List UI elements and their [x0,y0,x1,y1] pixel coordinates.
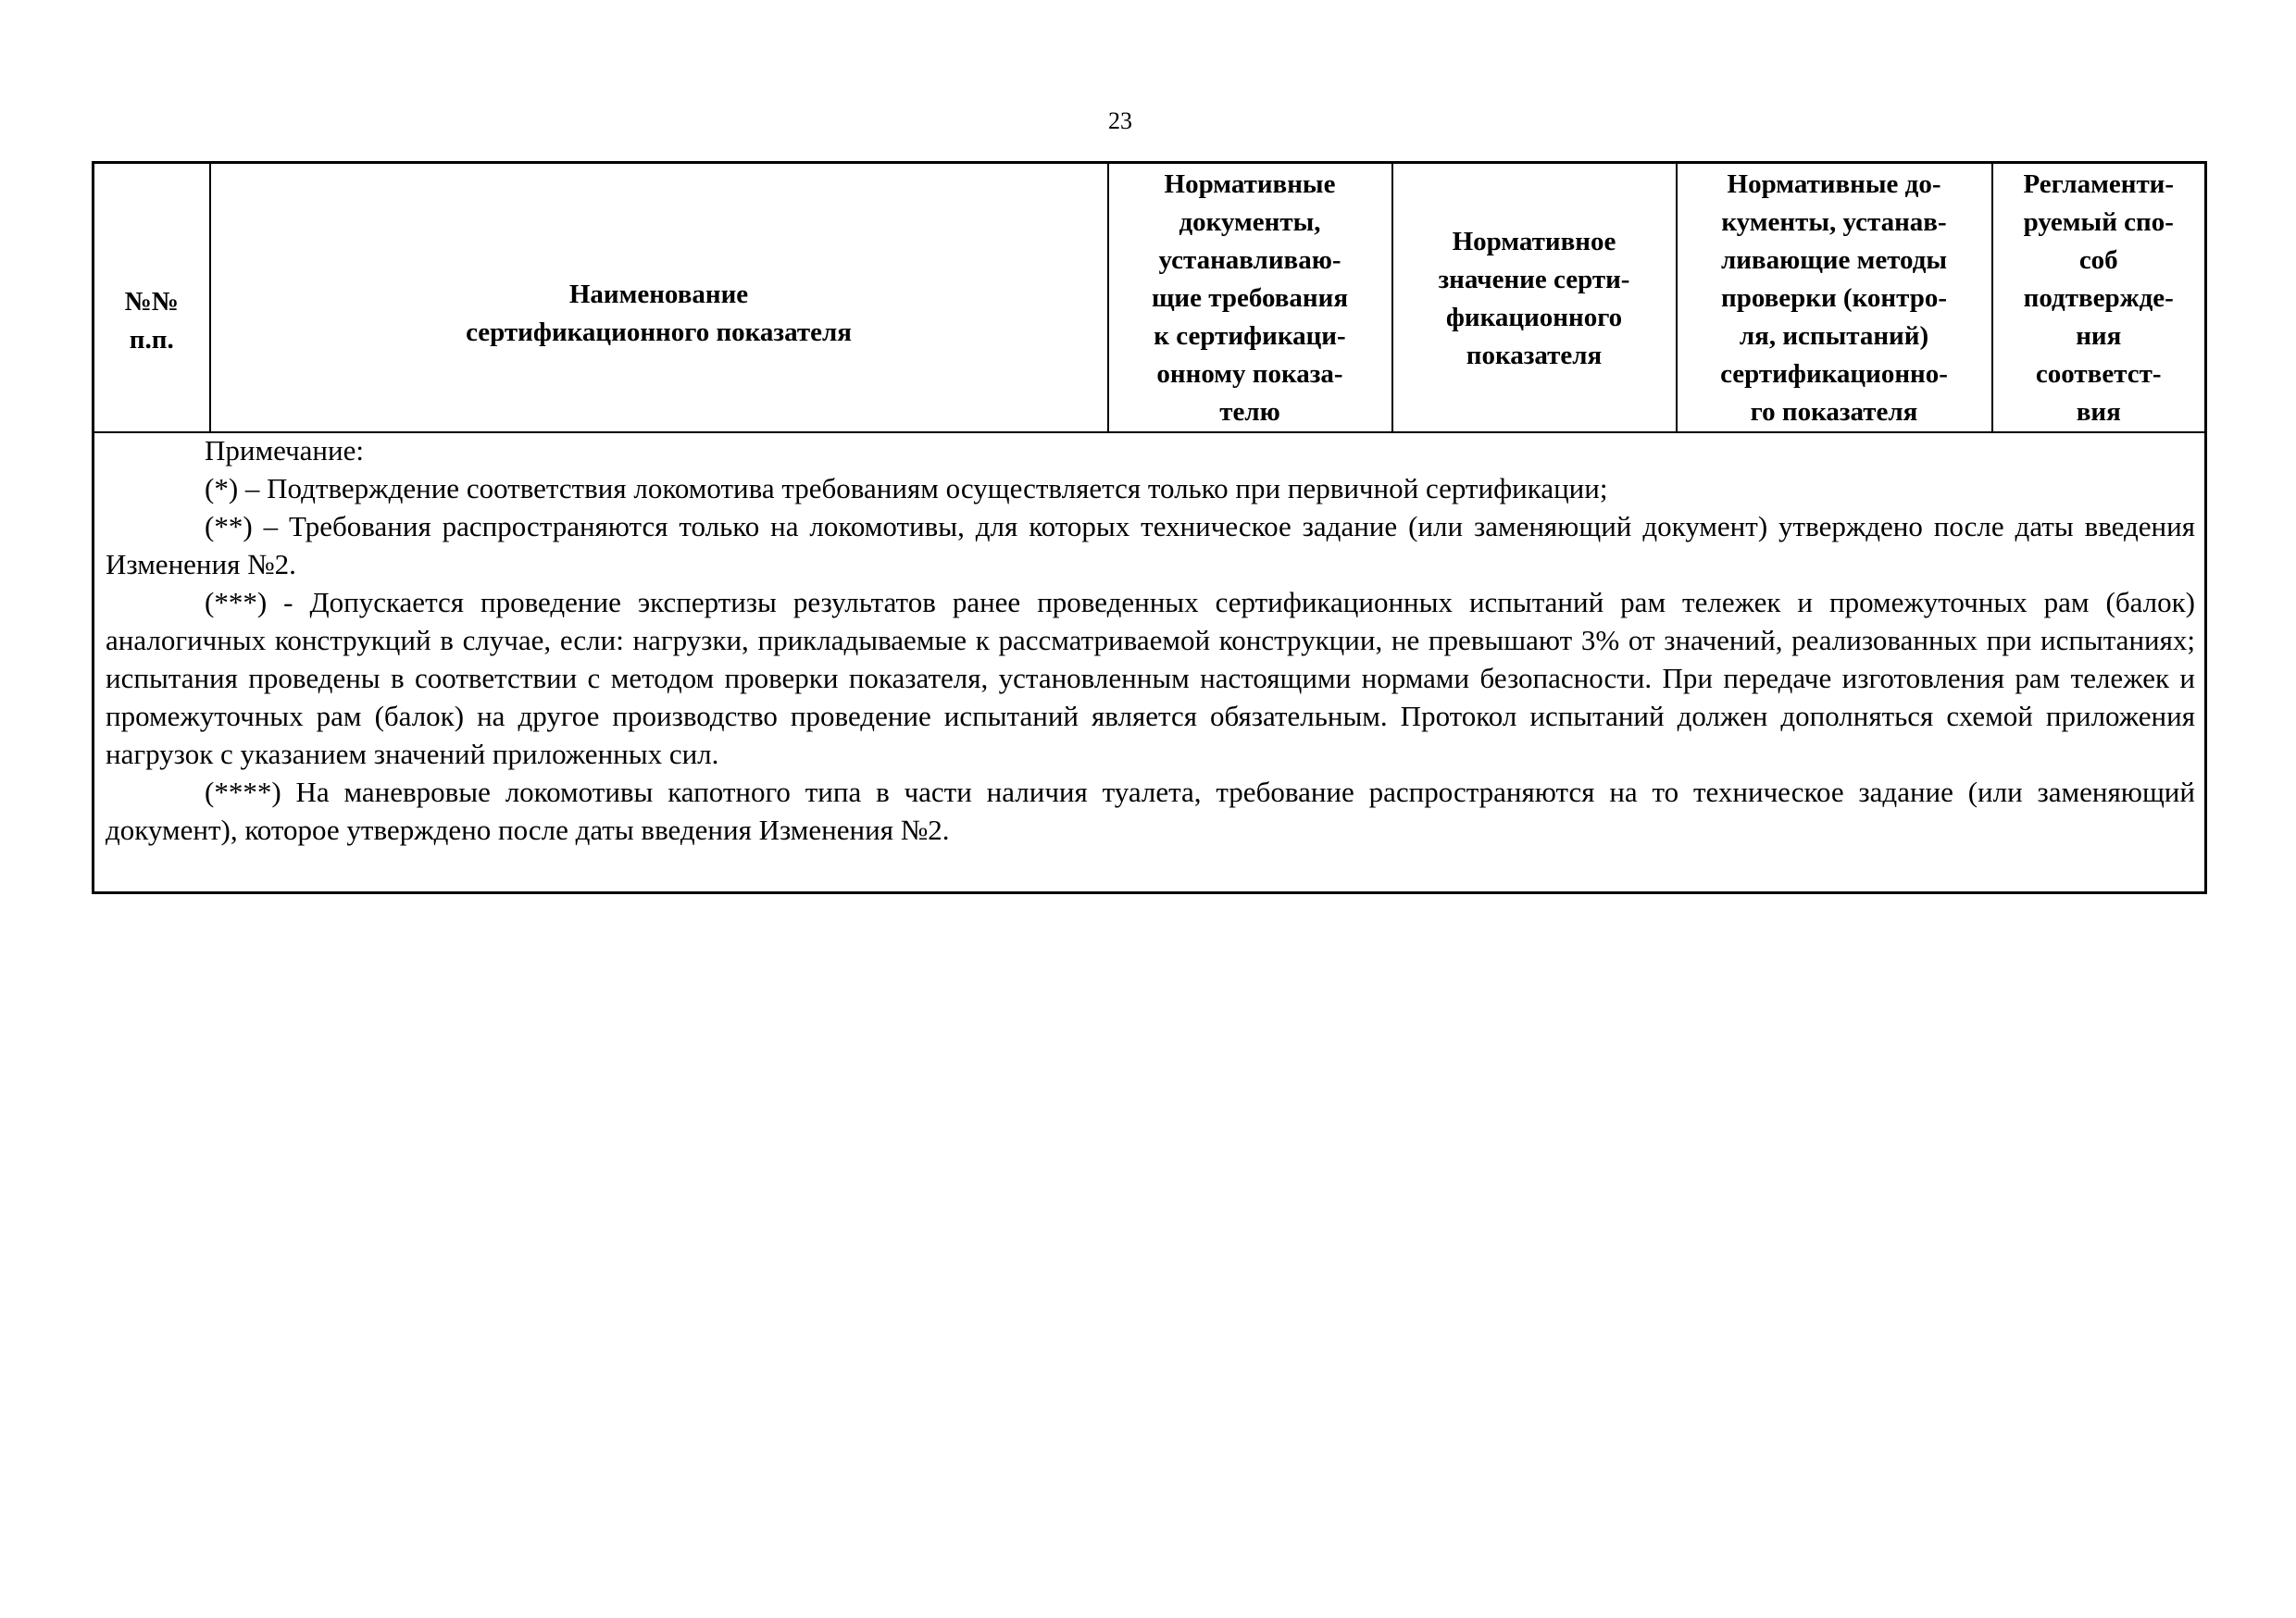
notes-row [94,432,2206,892]
note-single-asterisk: (*) – Подтверждение соответствия локомотива требованиям осуществляется только при первичной сертификации; [205,472,1608,504]
header-normative-documents-requirements [1108,163,1392,433]
header-text-line: Наименование [568,279,749,309]
header-text-line: щие требования [1151,283,1349,313]
header-text-line: онному показа- [1156,359,1343,389]
table-header-row [94,163,2206,433]
header-text-line: соответст- [2035,359,2162,389]
header-text-line: Нормативные [1164,169,1336,199]
header-text-line: №№ [124,286,179,317]
note-double-asterisk: (**) – Требования распространяются только на локомотивы, для которых техническое задание (или заменяющий документ) утверждено после даты введения Изменения №2. [106,510,2195,580]
header-text-line: проверки (контро- [1720,283,1948,313]
header-item-number [94,163,210,433]
header-text-line: фикационного [1445,302,1623,332]
header-text-line: вия [2076,397,2121,427]
header-text-line: документы, [1179,207,1321,237]
header-confirmation-method [1992,163,2206,433]
header-text-line: Регламенти- [2023,169,2175,199]
header-text-line: ливающие методы [1720,245,1948,275]
header-text-line: сертификационного показателя [466,317,852,347]
header-text-line: устанавливаю- [1158,245,1341,275]
header-indicator-name [210,163,1108,433]
header-text-line: руемый спо- [2023,207,2174,237]
header-text-line: кументы, устанав- [1721,207,1947,237]
header-text-line: го показателя [1750,397,1918,427]
header-text-line: п.п. [129,324,174,355]
header-text-line: показателя [1466,340,1603,370]
header-text-line: телю [1219,397,1280,427]
header-normative-documents-methods [1677,163,1992,433]
notes-title: Примечание: [205,434,364,467]
notes-cell [94,432,2206,892]
note-quadruple-asterisk: (****) На маневровые локомотивы капотного типа в части наличия туалета, требование распространяются на то техническое задание (или заменяющий документ), которое утверждено после даты введения Изменения №2. [106,776,2195,846]
page-number: 23 [1108,107,1132,134]
header-text-line: ния [2076,321,2122,351]
header-text-line: Нормативные до- [1727,169,1941,199]
header-text-line: значение серти- [1438,264,1630,294]
header-text-line: соб [2078,245,2118,275]
header-text-line: сертификационно- [1720,359,1948,389]
header-text-line: к сертификаци- [1154,321,1346,351]
header-text-line: ля, испытаний) [1739,321,1929,351]
note-triple-asterisk: (***) - Допускается проведение экспертизы результатов ранее проведенных сертификационных испытаний рам тележек и промежуточных рам (балок) аналогичных конструкций в случае, если: нагрузки, прикладываемые к рассматриваемой конструкции, не превышают 3% от значений, реализованных при испытаниях; испытания проведены в соответствии с методом проверки показателя, установленным настоящими нормами безопасности. При передаче изготовления рам тележек и промежуточных рам (балок) на другое производство проведение испытаний является обязательным. Протокол испытаний должен дополняться схемой приложения нагрузок с указанием значений приложенных сил. [106,586,2195,770]
header-normative-value [1392,163,1677,433]
header-text-line: подтвержде- [2023,283,2174,313]
certification-table [92,161,2207,894]
header-text-line: Нормативное [1452,226,1616,256]
